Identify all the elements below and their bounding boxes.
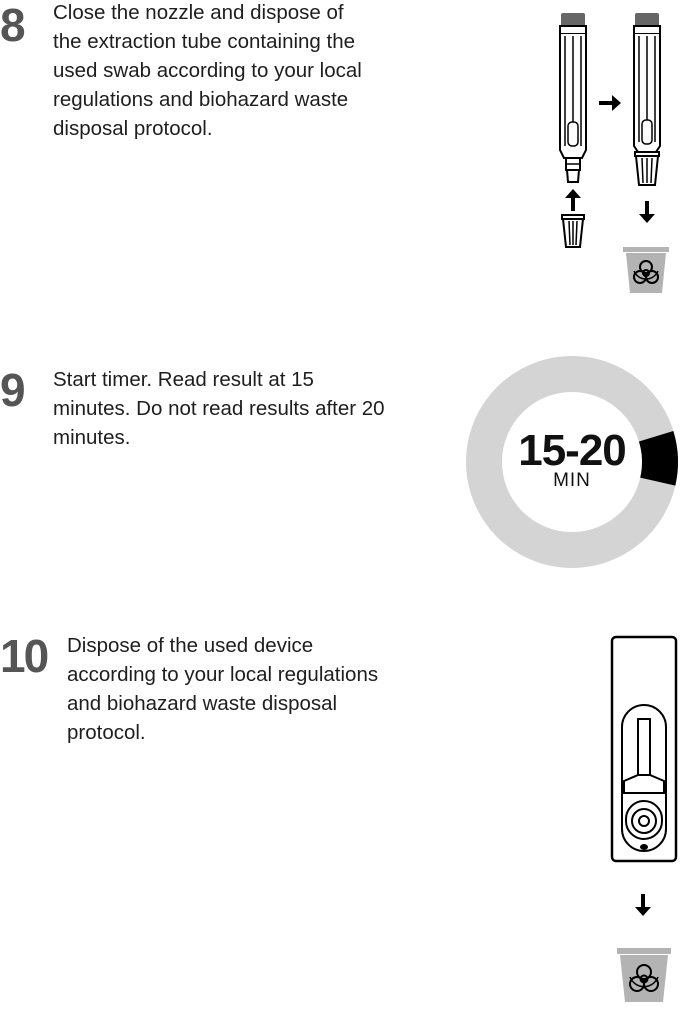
step-instruction (67, 631, 378, 747)
step-number: 9 (0, 364, 26, 416)
timer-unit: MIN (553, 470, 591, 491)
step-8 (0, 0, 686, 300)
arrow-down-icon (633, 893, 653, 917)
step-instruction (53, 365, 385, 452)
extraction-tube-icon (628, 10, 668, 190)
biohazard-bin-icon (616, 946, 672, 1004)
instruction-line: according to your local regulations (67, 663, 379, 686)
biohazard-bin-icon (622, 245, 670, 295)
instruction-line: minutes. Do not read results after 20 (53, 397, 385, 420)
instruction-line: the extraction tube containing the (53, 30, 356, 53)
instruction-line: Close the nozzle and dispose of (53, 1, 344, 24)
instruction-line: Dispose of the used device (67, 634, 314, 657)
instruction-line: protocol. (67, 721, 146, 744)
extraction-tube-icon (552, 10, 592, 185)
instruction-line: minutes. (53, 426, 131, 449)
arrow-up-icon (563, 188, 583, 212)
timer-ring-highlight (656, 436, 660, 481)
instruction-line: Start timer. Read result at 15 (53, 368, 314, 391)
test-device-icon (610, 635, 678, 865)
timer-range: 15-20 (518, 426, 626, 475)
arrow-right-icon (598, 94, 622, 112)
step-instruction (53, 0, 362, 143)
step-number: 10 (0, 630, 48, 682)
instruction-line: used swab according to your local (53, 59, 362, 82)
nozzle-cap-icon (560, 214, 586, 250)
instruction-line: and biohazard waste disposal (67, 692, 338, 715)
instruction-line: regulations and biohazard waste (53, 88, 349, 111)
instruction-line: disposal protocol. (53, 117, 213, 140)
step-number: 8 (0, 0, 26, 51)
arrow-down-icon (637, 200, 657, 224)
step-9 (0, 355, 686, 585)
step-10 (0, 620, 686, 1024)
